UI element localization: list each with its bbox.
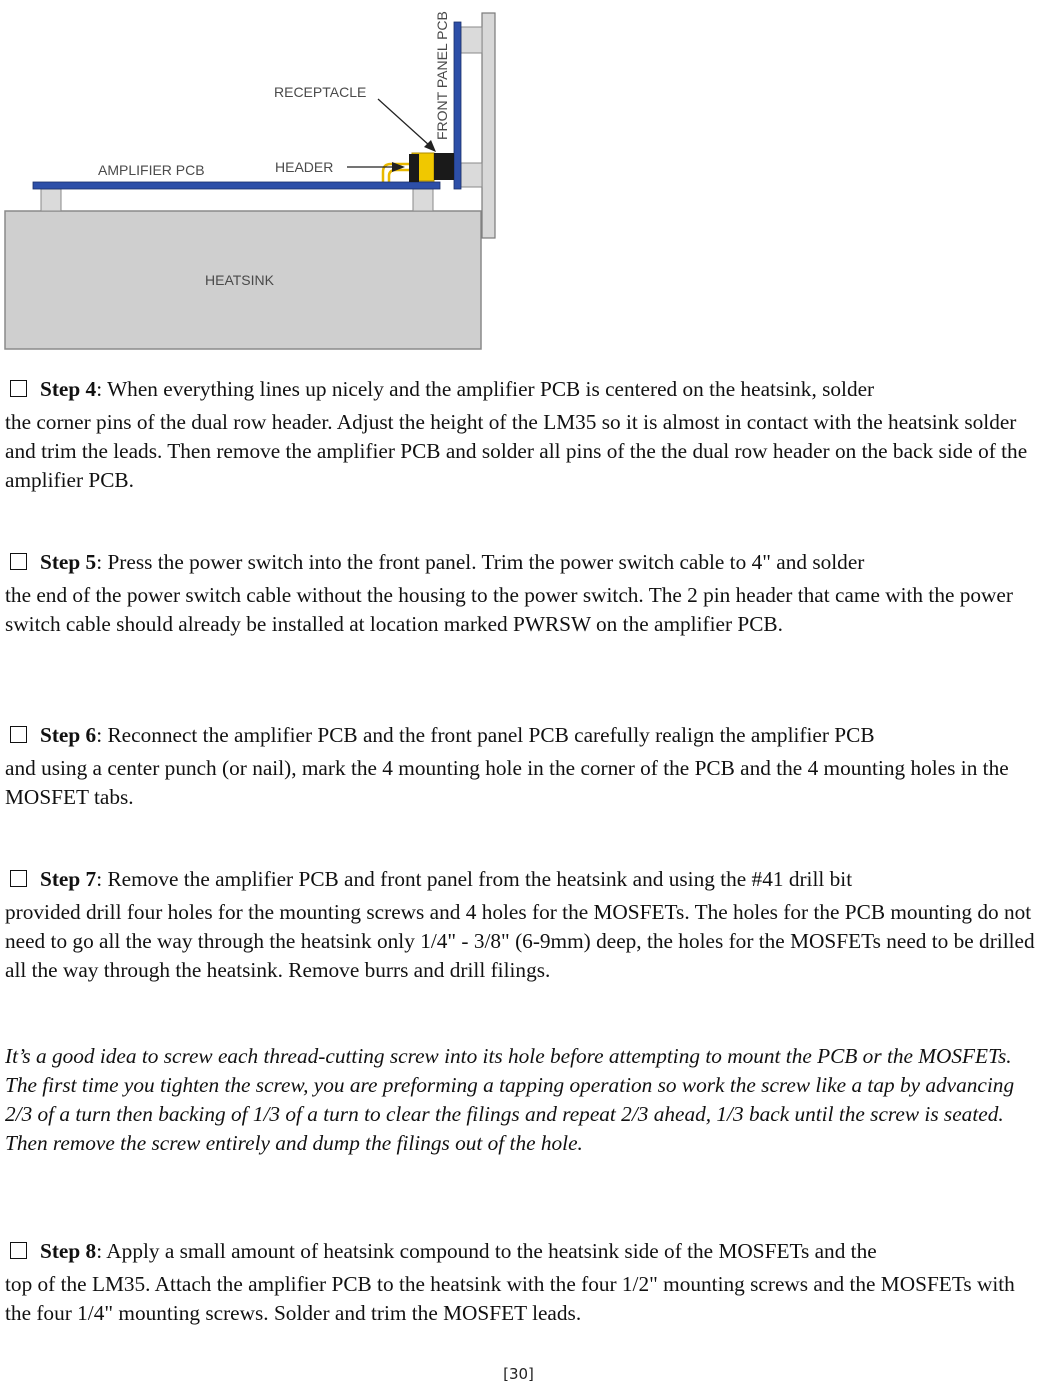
front-panel-plate — [482, 13, 495, 238]
checkbox[interactable] — [10, 726, 27, 743]
step-first-line: : Remove the amplifier PCB and front panel from the heatsink and using the #41 drill bit — [96, 867, 853, 891]
amp-standoff-left — [41, 189, 61, 211]
step-first-line: : Press the power switch into the front panel. Trim the power switch cable to 4" and solder — [96, 550, 865, 574]
tip-note: It’s a good idea to screw each thread-cutting screw into its hole before attempting to mount the PCB or the MOSFETs. The first time you tighten the screw, you are preforming a tapping operation so work the screw like a tap by advancing 2/3 of a turn then backing of 1/3 of a turn to clear the filings and repeat 2/3 ahead, 1/3 back until the screw is seated. Then remove the screw entirely and dump the filings out of the hole. — [5, 1044, 1015, 1155]
label-receptacle: RECEPTACLE — [274, 84, 367, 100]
step-title: Step 6 — [40, 723, 97, 747]
step-text: top of the LM35. Attach the amplifier PCB to the heatsink with the four 1/2" mounting screws and the MOSFETs with the four 1/4" mounting screws. Solder and trim the MOSFET leads. — [5, 1272, 1015, 1325]
step-8 — [5, 1237, 1037, 1328]
checkbox[interactable] — [10, 870, 27, 887]
header-part — [409, 154, 419, 182]
step-first-line: : When everything lines up nicely and the amplifier PCB is centered on the heatsink, solder — [96, 377, 875, 401]
receptacle-arrow — [378, 99, 430, 146]
checkbox[interactable] — [10, 380, 27, 397]
step-4 — [5, 375, 1037, 495]
step-7 — [5, 865, 1037, 985]
label-amplifier-pcb: AMPLIFIER PCB — [98, 162, 205, 178]
step-first-line: : Reconnect the amplifier PCB and the front panel PCB carefully realign the amplifier PCB — [96, 723, 875, 747]
label-front-panel-pcb: FRONT PANEL PCB — [434, 11, 450, 140]
amp-standoff-right — [413, 189, 433, 211]
checkbox[interactable] — [10, 1242, 27, 1259]
step-6 — [5, 721, 1037, 812]
step-first-line: : Apply a small amount of heatsink compound to the heatsink side of the MOSFETs and the — [96, 1239, 877, 1263]
step-text: and using a center punch (or nail), mark the 4 mounting hole in the corner of the PCB and the 4 mounting holes in the MOSFET tabs. — [5, 756, 1009, 809]
label-header: HEADER — [275, 159, 334, 175]
step-text: provided drill four holes for the mounting screws and 4 holes for the MOSFETs. The holes for the PCB mounting do not need to go all the way through the heatsink only 1/4" - 3/8" (6-9mm) deep, the holes for the MOSFETs need to be drilled all the way through the heatsink. Remove burrs and drill filings. — [5, 900, 1035, 982]
label-heatsink: HEATSINK — [205, 272, 274, 288]
step-text: the corner pins of the dual row header. Adjust the height of the LM35 so it is almost in contact with the heatsink solder and trim the leads. Then remove the amplifier PCB and solder all pins of the the dual row header on the back side of the amplifier PCB. — [5, 410, 1028, 492]
amplifier-pcb — [33, 182, 440, 189]
step-title: Step 8 — [40, 1239, 97, 1263]
assembly-diagram — [0, 0, 500, 355]
step-title: Step 5 — [40, 550, 97, 574]
step-text: the end of the power switch cable without the housing to the power switch. The 2 pin header that came with the power switch cable should already be installed at location marked PWRSW on the amplifier PCB. — [5, 583, 1013, 636]
step-title: Step 4 — [40, 377, 97, 401]
front-standoff-top — [461, 27, 482, 53]
checkbox[interactable] — [10, 553, 27, 570]
front-panel-pcb — [454, 22, 461, 189]
front-standoff-bottom — [461, 163, 482, 187]
page-number: [30] — [503, 1365, 534, 1383]
step-title: Step 7 — [40, 867, 97, 891]
step-5 — [5, 548, 1037, 639]
receptacle-part — [434, 153, 454, 180]
